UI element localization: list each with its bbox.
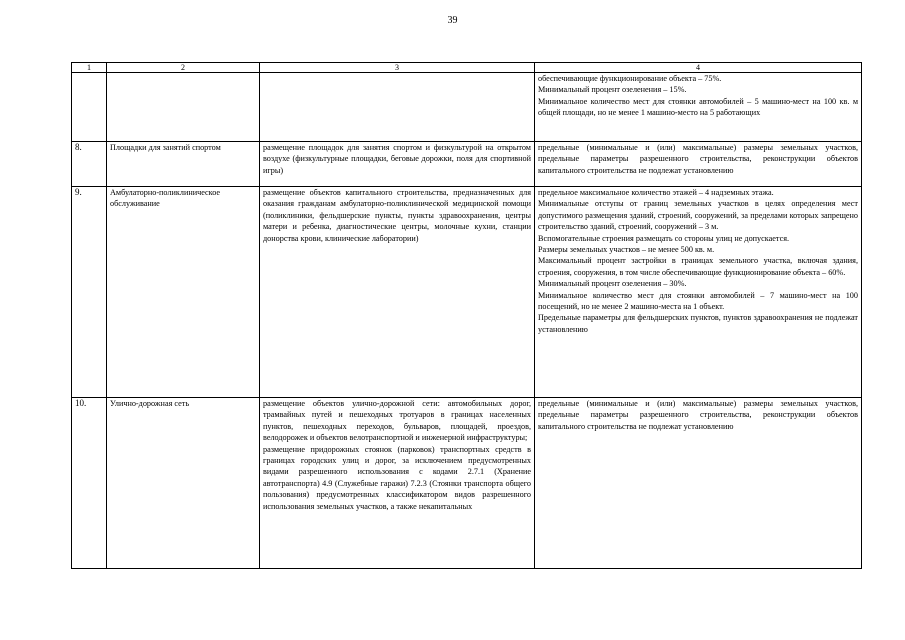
land-use-table	[71, 62, 862, 569]
cell-empty	[260, 73, 535, 142]
table-row-continuation	[72, 73, 862, 142]
parameter-line: Вспомогательные строения размещать со стороны улиц не допускается.	[538, 233, 790, 243]
cell-empty	[107, 73, 260, 142]
cell-empty	[72, 73, 107, 142]
parameter-line: предельные (минимальные и (или) максимальные) размеры земельных участков, предельные параметры разрешенного строительства, реконструкции объектов капитального строительства не подлежат установлению	[538, 399, 858, 431]
header-col-1: 1	[72, 63, 107, 73]
header-col-4: 4	[535, 63, 862, 73]
table-row	[72, 142, 862, 187]
description-text: размещение площадок для занятия спортом и физкультурой на открытом воздухе (физкультурные площадки, беговые дорожки, поля для спортивной игры)	[263, 143, 531, 175]
parameter-line: обеспечивающие функционирование объекта – 75%.	[538, 74, 722, 83]
cell-parameters	[535, 73, 862, 142]
page-number: 39	[447, 15, 458, 26]
parameter-line: Минимальный процент озеленения – 30%.	[538, 279, 687, 289]
row-number: 9.	[72, 187, 107, 398]
parameter-line: Размеры земельных участков – не менее 500 кв. м.	[538, 245, 715, 255]
description-text: размещение придорожных стоянок (парковок) транспортных средств в границах городских улиц и дорог, за исключением предусмотренных видами разрешенного использования с кодами 2.7.1 (Хранение автотранспорта) 4.9 (Служебные гаражи) 7.2.3 (Стоянки транспорта общего пользования) предусмотренных классификатором видов разрешенного использования земельных участков, а также некапитальных	[263, 444, 531, 511]
row-name: Улично-дорожная сеть	[107, 398, 260, 569]
parameter-line: Минимальное количество мест для стоянки автомобилей – 5 машино-мест на 100 кв. м общей площади, но не менее 1 машино-место на 5 работающих	[538, 96, 858, 118]
row-number: 10.	[72, 398, 107, 569]
parameter-line: Минимальный процент озеленения – 15%.	[538, 85, 687, 95]
row-name: Площадки для занятий спортом	[107, 142, 260, 187]
row-description	[260, 187, 535, 398]
table-row	[72, 187, 862, 398]
header-col-3: 3	[260, 63, 535, 73]
row-name: Амбулаторно-поликлиническое обслуживание	[107, 187, 260, 398]
parameter-line: Предельные параметры для фельдшерских пунктов, пунктов здравоохранения не подлежат установлению	[538, 313, 858, 334]
parameter-line: Минимальные отступы от границ земельных участков в целях определения мест допустимого размещения зданий, строений, сооружений, за пределами которых запрещено строительство зданий, строений, сооружений – 3 м.	[538, 199, 858, 232]
row-parameters	[535, 398, 862, 569]
row-parameters	[535, 142, 862, 187]
table-row	[72, 398, 862, 569]
parameter-line: Максимальный процент застройки в границах земельного участка, включая здания, строения, сооружения, в том числе обеспечивающие функционирование объекта – 60%.	[538, 256, 858, 277]
row-parameters	[535, 187, 862, 398]
row-number: 8.	[72, 142, 107, 187]
parameter-line: предельное максимальное количество этажей – 4 надземных этажа.	[538, 188, 774, 197]
parameter-line: предельные (минимальные и (или) максимальные) размеры земельных участков, предельные параметры разрешенного строительства, реконструкции объектов капитального строительства не подлежат установлению	[538, 143, 858, 175]
description-text: размещение объектов капитального строительства, предназначенных для оказания гражданам амбулаторно-поликлинической медицинской помощи (поликлиники, фельдшерские пункты, пункты здравоохранения, центры матери и ребенка, диагностические центры, молочные кухни, станции донорства крови, клинические лаборатории)	[263, 188, 531, 243]
parameter-line: Минимальное количество мест для стоянки автомобилей – 7 машино-мест на 100 посещений, но не менее 2 машино-места на 1 объект.	[538, 290, 858, 312]
row-description	[260, 398, 535, 569]
header-col-2: 2	[107, 63, 260, 73]
table-header-row	[72, 63, 862, 73]
row-description	[260, 142, 535, 187]
description-text: размещение объектов улично-дорожной сети: автомобильных дорог, трамвайных путей и пешеходных тротуаров в границах населенных пунктов, пешеходных переходов, бульваров, площадей, проездов, велодорожек и объектов велотранспортной и инженерной инфраструктуры;	[263, 399, 531, 443]
